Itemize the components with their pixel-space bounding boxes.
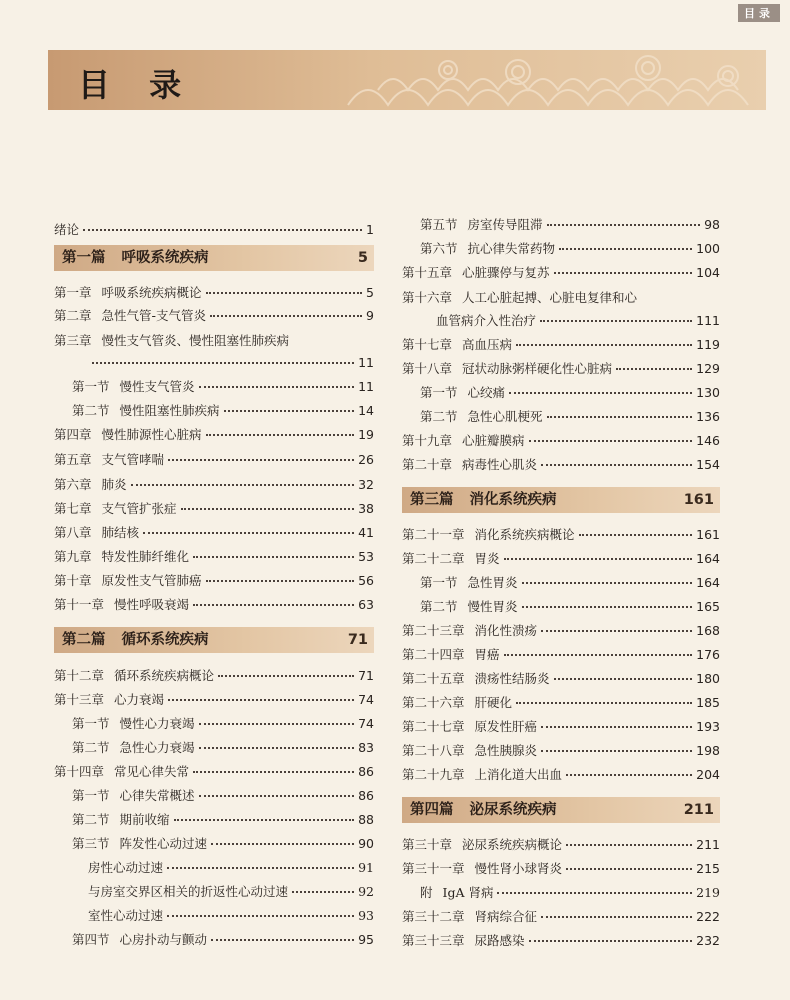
leader-dots: [504, 558, 693, 560]
entry-page: 98: [704, 217, 720, 232]
part-page: 71: [347, 632, 368, 648]
entry-title: 急性胰腺炎: [474, 743, 538, 758]
entry-page: 198: [696, 743, 720, 758]
leader-dots: [541, 630, 692, 632]
entry-page: 92: [358, 884, 374, 899]
entry-title: 慢性支气管炎、慢性阻塞性肺疾病: [101, 333, 290, 348]
entry-number: 第四节: [72, 932, 110, 947]
entry-page: 154: [696, 457, 720, 472]
toc-chapter-entry[interactable]: [402, 263, 720, 283]
leader-dots: [554, 272, 693, 274]
entry-page: 1: [366, 222, 374, 237]
entry-number: 第二节: [72, 403, 110, 418]
toc-section-entry[interactable]: [402, 239, 720, 259]
entry-title: 绪论: [54, 222, 80, 237]
entry-number: 第十九章: [402, 433, 453, 448]
entry-page: 180: [696, 671, 720, 686]
leader-dots: [206, 580, 355, 582]
entry-page: 63: [358, 597, 374, 612]
entry-number: 第九章: [54, 549, 92, 564]
leader-dots: [504, 654, 693, 656]
leader-dots: [529, 440, 693, 442]
toc-chapter-entry[interactable]: [402, 717, 720, 737]
part-number: 第四篇: [410, 802, 454, 818]
entry-page: 90: [358, 836, 374, 851]
toc-chapter-entry[interactable]: [402, 669, 720, 689]
leader-dots: [199, 795, 355, 797]
entry-page: 95: [358, 932, 374, 947]
entry-number: 第五节: [420, 217, 458, 232]
entry-title: 胃癌: [474, 647, 500, 662]
entry-title: 心脏瓣膜病: [462, 433, 525, 448]
entry-title: 高血压病: [462, 337, 513, 352]
entry-title: 阵发性心动过速: [119, 836, 208, 851]
leader-dots: [554, 678, 693, 680]
entry-page: 219: [696, 885, 720, 900]
entry-page: 232: [696, 933, 720, 948]
entry-number: 第十八章: [402, 361, 453, 376]
toc-chapter-entry[interactable]: [402, 907, 720, 927]
toc-chapter-entry[interactable]: [54, 762, 374, 782]
entry-page: 104: [696, 265, 720, 280]
leader-dots: [218, 675, 354, 677]
entry-number: 第一节: [420, 575, 458, 590]
part-number: 第二篇: [62, 632, 106, 648]
entry-page: 86: [358, 788, 374, 803]
toc-chapter-entry[interactable]: [54, 882, 374, 902]
entry-number: 第十二章: [54, 668, 105, 683]
entry-number: 第十三章: [54, 692, 105, 707]
leader-dots: [211, 939, 354, 941]
toc-section-entry[interactable]: [402, 215, 720, 235]
entry-title: IgA 肾病: [442, 885, 494, 900]
entry-number: 第三十三章: [402, 933, 465, 948]
entry-number: 第三十章: [402, 837, 453, 852]
entry-title: 消化系统疾病概论: [474, 527, 575, 542]
entry-title: 心房扑动与颤动: [119, 932, 208, 947]
toc-chapter-entry[interactable]: [54, 547, 374, 567]
part-page: 211: [683, 802, 714, 818]
toc-section-entry[interactable]: [54, 714, 374, 734]
toc-chapter-entry[interactable]: [402, 645, 720, 665]
entry-number: 第二十八章: [402, 743, 465, 758]
entry-title: 原发性肝癌: [474, 719, 538, 734]
toc-chapter-entry[interactable]: [54, 450, 374, 470]
entry-number: 第二十七章: [402, 719, 465, 734]
entry-page: 14: [358, 403, 374, 418]
part-heading[interactable]: [402, 797, 720, 823]
entry-number: 第十六章: [402, 290, 453, 305]
part-heading[interactable]: [54, 245, 374, 271]
entry-page: 193: [696, 719, 720, 734]
toc-section-entry[interactable]: [54, 401, 374, 421]
leader-dots: [224, 410, 355, 412]
toc-chapter-entry[interactable]: [54, 690, 374, 710]
leader-dots: [181, 508, 355, 510]
leader-dots: [193, 771, 354, 773]
leader-dots: [516, 702, 692, 704]
entry-number: 第二节: [420, 599, 458, 614]
entry-page: 129: [696, 361, 720, 376]
entry-page: 83: [358, 740, 374, 755]
entry-number: 第四章: [54, 427, 92, 442]
toc-chapter-entry[interactable]: [54, 666, 374, 686]
toc-section-entry[interactable]: [402, 597, 720, 617]
entry-title: 肺炎: [101, 477, 127, 492]
leader-dots: [167, 867, 354, 869]
entry-title: 室性心动过速: [88, 908, 164, 923]
entry-title: 急性胃炎: [467, 575, 518, 590]
leader-dots: [193, 556, 354, 558]
entry-title: 急性心肌梗死: [467, 409, 543, 424]
entry-number: 第二节: [72, 812, 110, 827]
entry-page: 146: [696, 433, 720, 448]
entry-number: 第二十四章: [402, 647, 465, 662]
toc-chapter-entry[interactable]: [402, 835, 720, 855]
entry-title: 泌尿系统疾病概论: [462, 837, 563, 852]
toc-section-entry[interactable]: [402, 383, 720, 403]
entry-title: 循环系统疾病概论: [114, 668, 215, 683]
entry-title: 慢性肺源性心脏病: [101, 427, 202, 442]
entry-page: 100: [696, 241, 720, 256]
leader-dots: [566, 868, 692, 870]
leader-dots: [168, 699, 354, 701]
entry-number: 第一章: [54, 285, 92, 300]
toc-chapter-entry[interactable]: [402, 765, 720, 785]
page-title: 目 录: [78, 66, 196, 104]
toc-chapter-entry[interactable]: [402, 311, 720, 331]
toc-chapter-entry[interactable]: [54, 499, 374, 519]
toc-section-entry[interactable]: [402, 407, 720, 427]
entry-page: 38: [358, 501, 374, 516]
entry-number: 第二十二章: [402, 551, 465, 566]
entry-title: 肾病综合征: [474, 909, 538, 924]
part-title: 泌尿系统疾病: [469, 802, 557, 818]
leader-dots: [199, 386, 355, 388]
entry-page: 71: [358, 668, 374, 683]
toc-chapter-entry[interactable]: [54, 595, 374, 615]
entry-number: 第三十二章: [402, 909, 465, 924]
leader-dots: [206, 434, 355, 436]
entry-number: 第二十一章: [402, 527, 465, 542]
entry-page: 91: [358, 860, 374, 875]
entry-number: 第一节: [72, 379, 110, 394]
entry-number: 第二节: [420, 409, 458, 424]
toc-section-entry[interactable]: [54, 930, 374, 950]
entry-title: 心律失常概述: [119, 788, 195, 803]
entry-page: 164: [696, 551, 720, 566]
part-page: 161: [683, 492, 714, 508]
leader-dots: [516, 344, 692, 346]
entry-page: 86: [358, 764, 374, 779]
entry-number: 第一节: [420, 385, 458, 400]
leader-dots: [174, 819, 355, 821]
part-heading[interactable]: [54, 627, 374, 653]
entry-page: 176: [696, 647, 720, 662]
toc-chapter-entry[interactable]: [402, 335, 720, 355]
entry-number: 第二十六章: [402, 695, 465, 710]
toc-chapter-entry[interactable]: [402, 431, 720, 451]
entry-title: 人工心脏起搏、心脏电复律和心: [462, 290, 638, 305]
entry-title: 与房室交界区相关的折返性心动过速: [88, 884, 289, 899]
toc-chapter-entry[interactable]: [54, 475, 374, 495]
entry-number: 第十章: [54, 573, 92, 588]
toc-section-entry[interactable]: [54, 786, 374, 806]
toc-banner: [48, 50, 766, 110]
toc-chapter-entry[interactable]: [402, 455, 720, 475]
toc-chapter-entry[interactable]: [54, 425, 374, 445]
entry-number: 第五章: [54, 452, 92, 467]
entry-title: 支气管哮喘: [101, 452, 165, 467]
entry-page: 11: [358, 355, 374, 370]
entry-page: 41: [358, 525, 374, 540]
entry-title: 消化性溃疡: [474, 623, 538, 638]
entry-number: 第一节: [72, 788, 110, 803]
toc-chapter-entry[interactable]: [402, 288, 720, 308]
entry-page: 119: [696, 337, 720, 352]
entry-page: 111: [696, 313, 720, 328]
entry-number: 第三十一章: [402, 861, 465, 876]
leader-dots: [199, 747, 355, 749]
leader-dots: [616, 368, 692, 370]
toc-chapter-entry[interactable]: [402, 741, 720, 761]
leader-dots: [210, 315, 362, 317]
entry-page: 165: [696, 599, 720, 614]
entry-number: 第十七章: [402, 337, 453, 352]
leader-dots: [529, 940, 693, 942]
entry-number: 第二十九章: [402, 767, 465, 782]
entry-title: 病毒性心肌炎: [462, 457, 538, 472]
entry-page: 11: [358, 379, 374, 394]
leader-dots: [92, 362, 354, 364]
part-page: 5: [357, 250, 368, 266]
entry-number: 附: [420, 885, 433, 900]
entry-number: 第十四章: [54, 764, 105, 779]
toc-chapter-entry[interactable]: [54, 906, 374, 926]
part-number: 第三篇: [410, 492, 454, 508]
entry-page: 222: [696, 909, 720, 924]
entry-number: 第六章: [54, 477, 92, 492]
entry-number: 第一节: [72, 716, 110, 731]
toc-chapter-entry[interactable]: [402, 525, 720, 545]
entry-title: 冠状动脉粥样硬化性心脏病: [462, 361, 613, 376]
entry-page: 56: [358, 573, 374, 588]
entry-title: 肝硬化: [474, 695, 513, 710]
leader-dots: [541, 464, 692, 466]
leader-dots: [566, 774, 692, 776]
part-title: 循环系统疾病: [121, 632, 209, 648]
entry-page: 136: [696, 409, 720, 424]
toc-chapter-entry[interactable]: [402, 931, 720, 951]
toc-chapter-entry[interactable]: [54, 306, 374, 326]
toc-chapter-entry[interactable]: [402, 621, 720, 641]
entry-number: 第二章: [54, 308, 92, 323]
entry-title: 呼吸系统疾病概论: [101, 285, 202, 300]
corner-section-tab: 目录: [738, 4, 780, 22]
leader-dots: [206, 292, 363, 294]
entry-number: 第十一章: [54, 597, 105, 612]
leader-dots: [168, 459, 354, 461]
entry-page: 93: [358, 908, 374, 923]
toc-chapter-entry[interactable]: [402, 359, 720, 379]
entry-title: 特发性肺纤维化: [101, 549, 190, 564]
leader-dots: [522, 582, 693, 584]
leader-dots: [559, 248, 692, 250]
toc-section-entry[interactable]: [402, 573, 720, 593]
toc-chapter-entry[interactable]: [54, 571, 374, 591]
entry-page: 74: [358, 692, 374, 707]
entry-number: 第二十章: [402, 457, 453, 472]
entry-title: 上消化道大出血: [474, 767, 563, 782]
entry-title: 肺结核: [101, 525, 140, 540]
entry-page: 164: [696, 575, 720, 590]
toc-section-entry[interactable]: [54, 738, 374, 758]
entry-title: 胃炎: [474, 551, 500, 566]
toc-section-entry[interactable]: [402, 883, 720, 903]
toc-chapter-entry[interactable]: [54, 220, 374, 240]
entry-title: 心力衰竭: [114, 692, 165, 707]
entry-number: 第六节: [420, 241, 458, 256]
leader-dots: [522, 606, 693, 608]
entry-number: 第二十三章: [402, 623, 465, 638]
entry-title: 慢性胃炎: [467, 599, 518, 614]
leader-dots: [579, 534, 693, 536]
toc-chapter-entry[interactable]: [54, 353, 374, 373]
entry-title: 常见心律失常: [114, 764, 190, 779]
toc-section-entry[interactable]: [54, 834, 374, 854]
leader-dots: [193, 604, 354, 606]
part-number: 第一篇: [62, 250, 106, 266]
entry-page: 215: [696, 861, 720, 876]
leader-dots: [547, 224, 701, 226]
toc-chapter-entry[interactable]: [402, 859, 720, 879]
entry-page: 204: [696, 767, 720, 782]
leader-dots: [541, 726, 692, 728]
leader-dots: [131, 484, 355, 486]
entry-title: 房性心动过速: [88, 860, 164, 875]
leader-dots: [541, 750, 692, 752]
toc-section-entry[interactable]: [54, 810, 374, 830]
entry-title: 抗心律失常药物: [467, 241, 556, 256]
leader-dots: [540, 320, 692, 322]
entry-title: 慢性支气管炎: [119, 379, 195, 394]
entry-title: 心脏骤停与复苏: [462, 265, 550, 280]
entry-title: 慢性肾小球肾炎: [474, 861, 563, 876]
entry-title: 原发性支气管肺癌: [101, 573, 202, 588]
entry-title: 支气管扩张症: [101, 501, 177, 516]
toc-chapter-entry[interactable]: [54, 283, 374, 303]
entry-page: 32: [358, 477, 374, 492]
part-title: 呼吸系统疾病: [121, 250, 209, 266]
entry-title: 慢性心力衰竭: [119, 716, 195, 731]
entry-number: 第十五章: [402, 265, 453, 280]
leader-dots: [566, 844, 692, 846]
leader-dots: [143, 532, 354, 534]
part-heading[interactable]: [402, 487, 720, 513]
toc-chapter-entry[interactable]: [402, 549, 720, 569]
entry-title: 心绞痛: [467, 385, 506, 400]
entry-title: 尿路感染: [474, 933, 525, 948]
toc-chapter-entry[interactable]: [402, 693, 720, 713]
entry-page: 211: [696, 837, 720, 852]
leader-dots: [541, 916, 692, 918]
entry-number: 第二十五章: [402, 671, 465, 686]
entry-title: 急性心力衰竭: [119, 740, 195, 755]
toc-section-entry[interactable]: [54, 377, 374, 397]
entry-page: 185: [696, 695, 720, 710]
entry-page: 19: [358, 427, 374, 442]
entry-title: 溃疡性结肠炎: [474, 671, 550, 686]
entry-number: 第二节: [72, 740, 110, 755]
toc-chapter-entry[interactable]: [54, 858, 374, 878]
entry-title: 房室传导阻滞: [467, 217, 543, 232]
leader-dots: [509, 392, 692, 394]
entry-title: 血管病介入性治疗: [436, 313, 537, 328]
leader-dots: [497, 892, 692, 894]
entry-title: 慢性呼吸衰竭: [114, 597, 190, 612]
entry-page: 53: [358, 549, 374, 564]
entry-number: 第七章: [54, 501, 92, 516]
entry-number: 第三节: [72, 836, 110, 851]
entry-title: 期前收缩: [119, 812, 170, 827]
entry-page: 130: [696, 385, 720, 400]
toc-chapter-entry[interactable]: [54, 523, 374, 543]
entry-number: 第八章: [54, 525, 92, 540]
entry-title: 急性气管-支气管炎: [101, 308, 207, 323]
leader-dots: [167, 915, 354, 917]
entry-page: 161: [696, 527, 720, 542]
leader-dots: [211, 843, 354, 845]
entry-page: 74: [358, 716, 374, 731]
part-title: 消化系统疾病: [469, 492, 557, 508]
entry-page: 168: [696, 623, 720, 638]
entry-page: 26: [358, 452, 374, 467]
leader-dots: [83, 229, 362, 231]
leader-dots: [199, 723, 355, 725]
leader-dots: [292, 891, 354, 893]
toc-chapter-entry[interactable]: [54, 331, 374, 351]
leader-dots: [547, 416, 693, 418]
entry-page: 88: [358, 812, 374, 827]
entry-page: 9: [366, 308, 374, 323]
entry-number: 第三章: [54, 333, 92, 348]
entry-page: 5: [366, 285, 374, 300]
entry-title: 慢性阻塞性肺疾病: [119, 403, 220, 418]
